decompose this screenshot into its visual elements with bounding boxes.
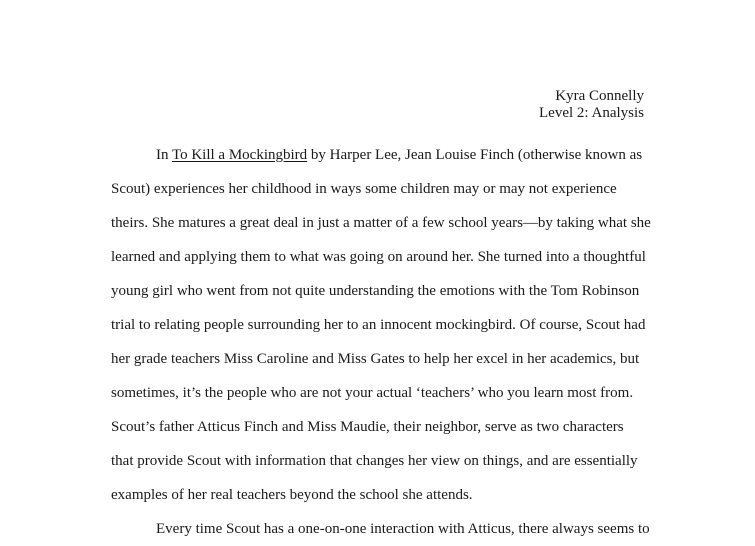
paragraph-2 — [111, 512, 650, 546]
paragraph-line: examples of her real teachers beyond the school she attends. — [111, 487, 473, 503]
book-title: To Kill a Mockingbird — [171, 147, 308, 163]
paragraph-1-line-1 — [111, 138, 644, 172]
paragraph-line: young girl who went from not quite understanding the emotions with the Tom Robinson — [111, 283, 640, 299]
paragraph-line: sometimes, it’s the people who are not your actual ‘teachers’ who you learn most from. — [111, 385, 634, 401]
essay-header — [539, 88, 644, 122]
paragraph-line: Scout) experiences her childhood in ways some children may or may not experience — [111, 181, 617, 197]
paragraph-line: Scout’s father Atticus Finch and Miss Maudie, their neighbor, serve as two characters — [111, 419, 624, 435]
paragraph-line: her grade teachers Miss Caroline and Miss Gates to help her excel in her academics, but — [111, 351, 640, 367]
paragraph-1 — [111, 138, 651, 512]
assignment-level: Level 2: Analysis — [539, 105, 644, 121]
author-name: Kyra Connelly — [555, 88, 644, 104]
intro-suffix: by Harper Lee, Jean Louise Finch (otherwise known as — [307, 147, 643, 163]
paragraph-line: trial to relating people surrounding her to an innocent mockingbird. Of course, Scout had — [111, 317, 646, 333]
paragraph-line: that provide Scout with information that changes her view on things, and are essentially — [111, 453, 638, 469]
essay-body — [111, 138, 651, 546]
intro-prefix: In — [156, 147, 172, 163]
paragraph-line: theirs. She matures a great deal in just a matter of a few school years—by taking what she — [111, 215, 651, 231]
paragraph-line: learned and applying them to what was going on around her. She turned into a thoughtful — [111, 249, 646, 265]
paragraph-2-line-1: Every time Scout has a one-on-one interaction with Atticus, there always seems to — [156, 521, 650, 537]
